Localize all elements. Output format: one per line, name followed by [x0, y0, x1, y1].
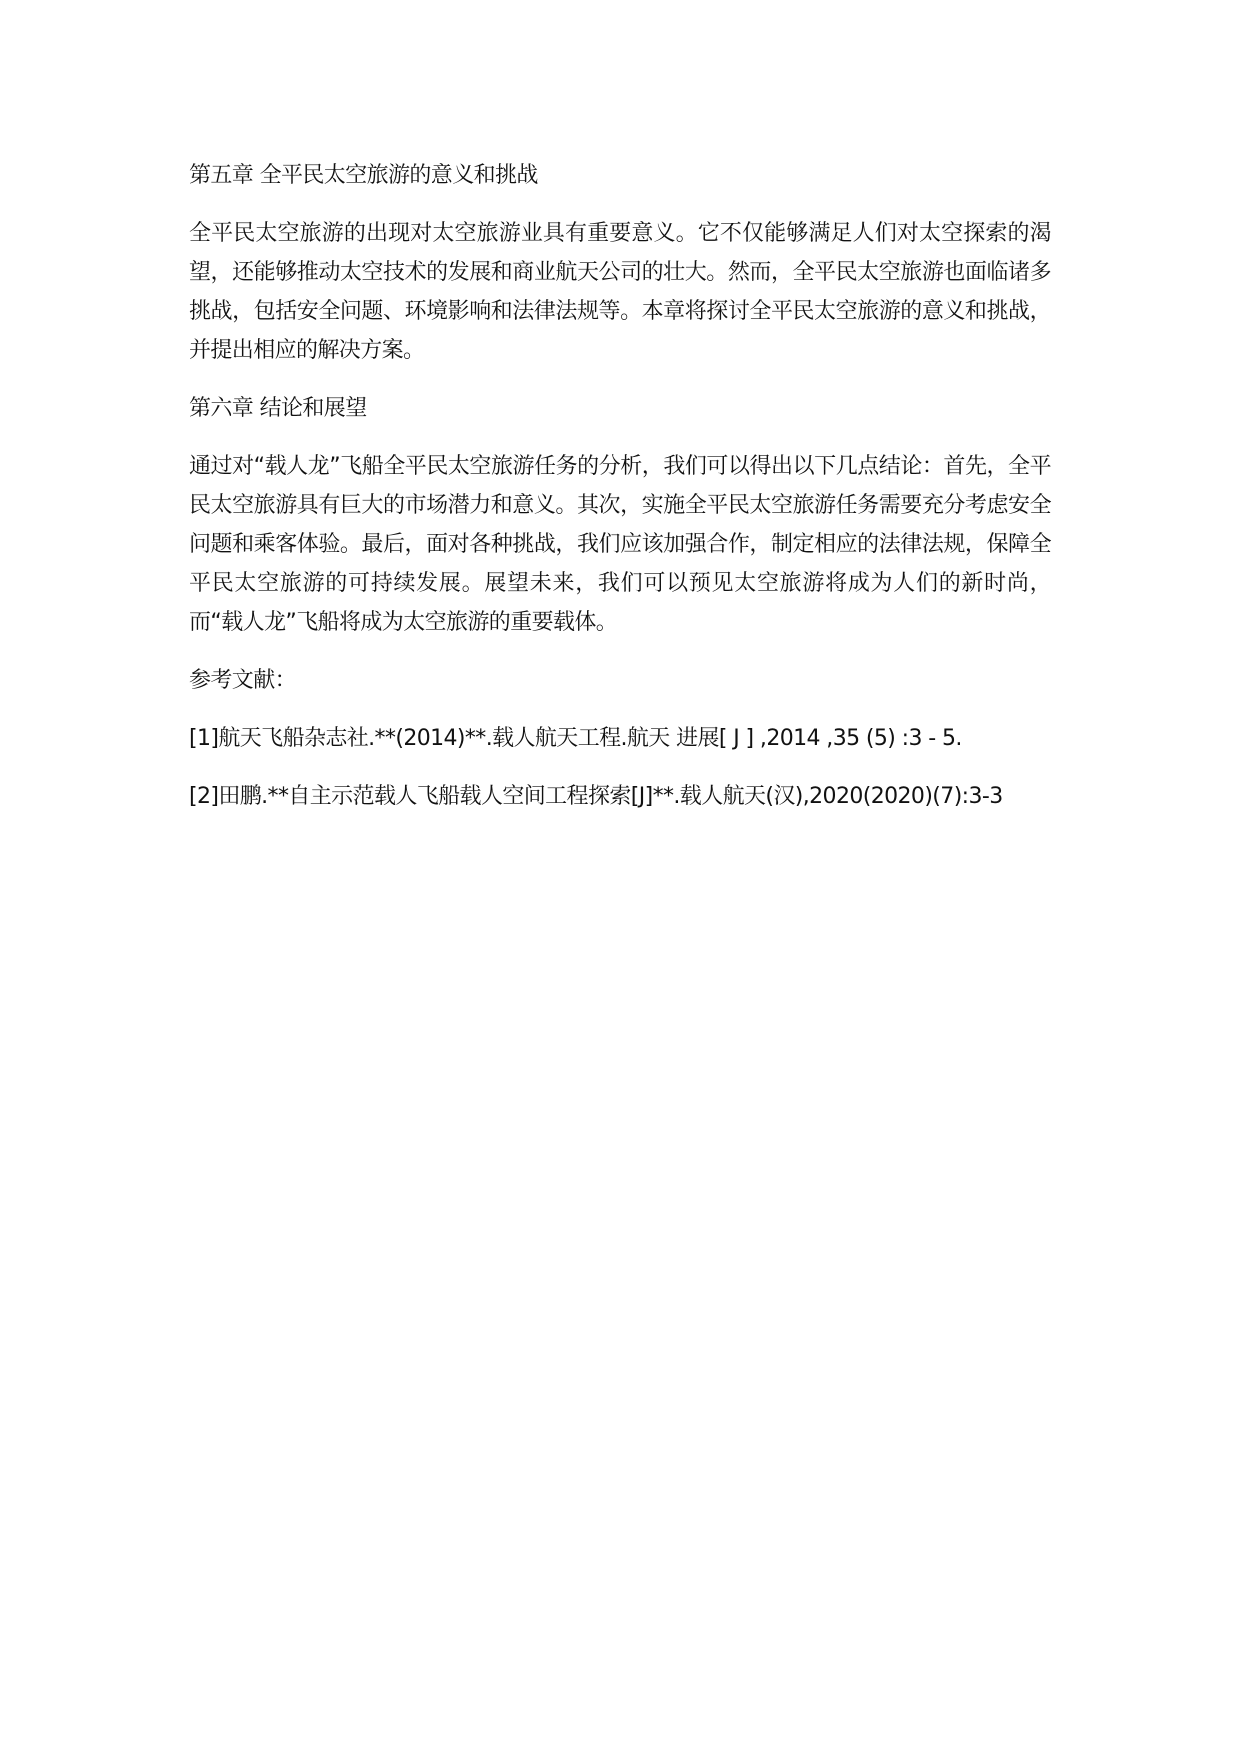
chapter-6-heading: 第六章 结论和展望: [189, 396, 367, 421]
chapter-5-paragraph: 全平民太空旅游的出现对太空旅游业具有重要意义。它不仅能够满足人们对太空探索的渴望，还能够推动太空技术的发展和商业航天公司的壮大。然而，全平民太空旅游也面临诸多挑战，包括安全问题、环境影响和法律法规等。本章将探讨全平民太空旅游的意义和挑战，并提出相应的解决方案。: [189, 221, 1051, 363]
reference-item-2: [2]田鹏.**自主示范载人飞船载人空间工程探索[J]**.载人航天(汉),2020(2020)(7):3-3: [189, 784, 1003, 809]
document-body: [189, 156, 1051, 835]
references-heading: 参考文献：: [189, 668, 297, 693]
chapter-5-heading: 第五章 全平民太空旅游的意义和挑战: [189, 163, 538, 188]
reference-item-1: [1]航天飞船杂志社.**(2014)**.载人航天工程.航天 进展[ J ] ,2014 ,35 (5) :3 - 5.: [189, 726, 962, 751]
chapter-6-paragraph: 通过对“载人龙”飞船全平民太空旅游任务的分析，我们可以得出以下几点结论：首先，全平民太空旅游具有巨大的市场潜力和意义。其次，实施全平民太空旅游任务需要充分考虑安全问题和乘客体验。最后，面对各种挑战，我们应该加强合作，制定相应的法律法规，保障全平民太空旅游的可持续发展。展望未来，我们可以预见太空旅游将成为人们的新时尚，而“载人龙”飞船将成为太空旅游的重要载体。: [189, 454, 1051, 635]
